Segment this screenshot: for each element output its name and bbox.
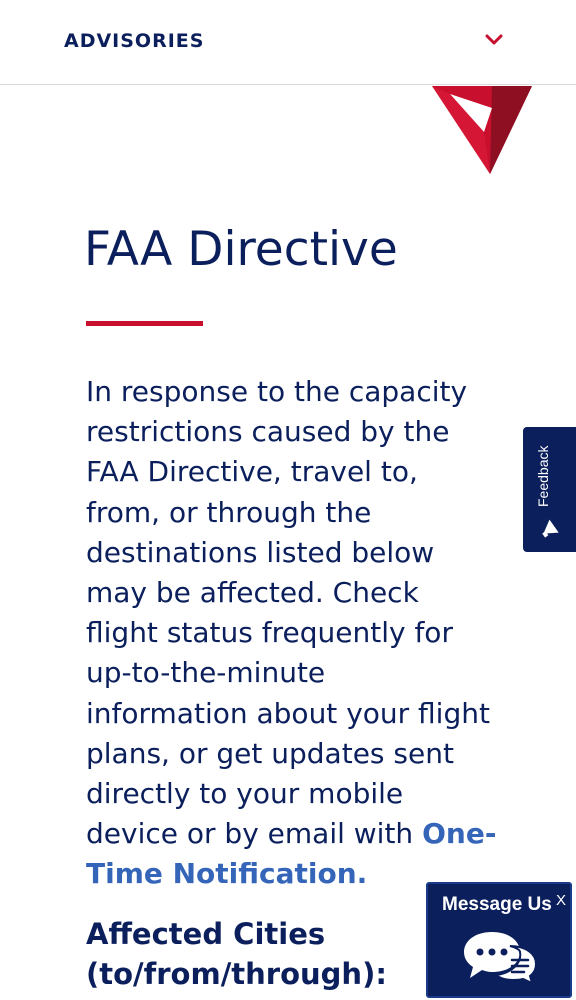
one-time-notification-link-continued[interactable]: Time Notification.: [86, 857, 368, 891]
advisory-body: [86, 372, 506, 895]
body-line: may be affected. Check: [86, 576, 419, 610]
affected-cities-heading: [86, 914, 387, 994]
body-line-prefix: device or by email with: [86, 817, 423, 851]
body-line: from, or through the: [86, 495, 372, 529]
body-line: restrictions caused by the: [86, 415, 450, 449]
subheading-line: Affected Cities: [86, 917, 326, 951]
feedback-label: Feedback: [535, 445, 551, 507]
delta-logo: [432, 86, 532, 174]
message-us-widget[interactable]: [426, 882, 572, 998]
body-line: information about your flight: [86, 696, 490, 730]
body-line: plans, or get updates sent: [86, 736, 454, 770]
feedback-tab[interactable]: [523, 427, 576, 552]
chevron-down-icon[interactable]: [483, 31, 505, 47]
megaphone-icon: [539, 517, 561, 539]
chat-bubbles-icon: [462, 924, 538, 984]
advisories-header[interactable]: [0, 0, 576, 85]
body-line: FAA Directive, travel to,: [86, 455, 418, 489]
close-icon[interactable]: X: [556, 892, 567, 909]
advisories-title: ADVISORIES: [64, 30, 205, 52]
page-title: FAA Directive: [84, 222, 398, 277]
one-time-notification-link[interactable]: One-: [422, 817, 497, 851]
body-line: destinations listed below: [86, 535, 435, 569]
body-line: In response to the capacity: [86, 375, 468, 408]
body-line: up-to-the-minute: [86, 656, 326, 690]
body-line-with-link: [86, 814, 506, 854]
body-line: flight status frequently for: [86, 616, 453, 650]
message-us-label: Message Us: [442, 894, 552, 915]
body-line: directly to your mobile: [86, 777, 404, 811]
subheading-line: (to/from/through):: [86, 957, 387, 991]
title-divider: [86, 321, 203, 326]
